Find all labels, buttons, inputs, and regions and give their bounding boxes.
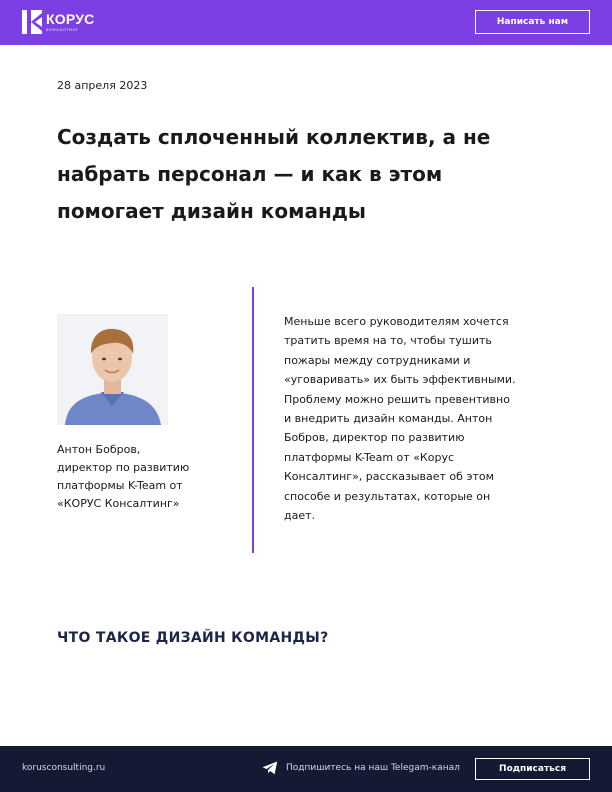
article-lead: Меньше всего руководителям хочется тратить время на то, чтобы тушить пожары между сотрудниками и «уговаривать» их быть эффективными. Проблему можно решить превентивно и внедрить дизайн команды. Антон Бобров, директор по развитию платформы K-Team от «Корус Консалтинг», рассказывает об этом способе и результатах, которые он дает. bbox=[284, 315, 516, 523]
telegram-subscribe-text[interactable]: Подпишитесь на наш Telegam-канал bbox=[286, 763, 460, 773]
korus-logo[interactable] bbox=[22, 10, 94, 34]
article-title: Создать сплоченный коллектив, а не набрать персонал — и как в этом помогает дизайн команды bbox=[57, 125, 491, 223]
site-link[interactable]: korusconsulting.ru bbox=[22, 763, 106, 773]
article-date: 28 апреля 2023 bbox=[57, 79, 148, 92]
author-caption bbox=[57, 441, 227, 513]
author-photo bbox=[57, 314, 168, 425]
footer-bar bbox=[0, 746, 612, 792]
section-heading: ЧТО ТАКОЕ ДИЗАЙН КОМАНДЫ? bbox=[57, 630, 329, 646]
logo-subtext: КОНСАЛТИНГ bbox=[46, 27, 79, 32]
contact-us-button[interactable]: Написать нам bbox=[475, 10, 590, 34]
author-portrait-icon bbox=[57, 314, 168, 425]
accent-divider bbox=[252, 287, 254, 553]
subscribe-button[interactable]: Подписаться bbox=[475, 758, 590, 780]
header-bar bbox=[0, 0, 612, 45]
author-name: Антон Бобров, bbox=[57, 443, 141, 456]
author-role: директор по развитию платформы K-Team от «КОРУС Консалтинг» bbox=[57, 461, 190, 510]
logo-text: КОРУС bbox=[46, 11, 95, 27]
telegram-icon bbox=[262, 761, 278, 775]
korus-logo-icon bbox=[22, 10, 42, 34]
